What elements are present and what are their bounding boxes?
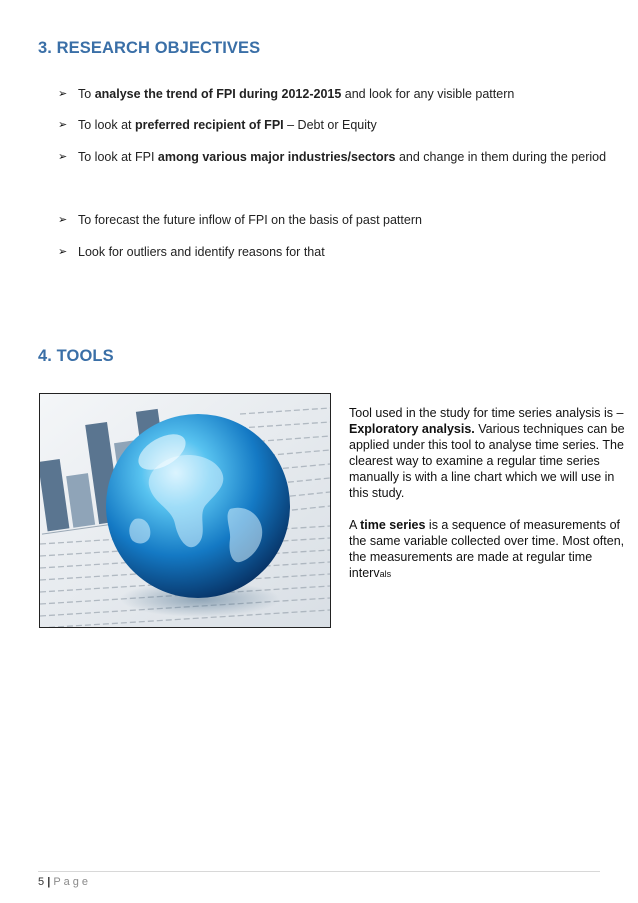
bullet-text-post: and change in them during the period [395, 150, 607, 164]
bullet-text-pre: To look at [78, 118, 135, 132]
paragraph-small-text: als [379, 569, 392, 579]
paragraph-bold-text: Exploratory analysis. [349, 422, 475, 436]
bullet-text-pre: To look at FPI [78, 150, 158, 164]
list-item [58, 212, 618, 228]
page-footer [38, 876, 91, 888]
arrow-bullet-icon: ➢ [58, 151, 68, 163]
tools-paragraph-1 [349, 405, 627, 501]
paragraph-text: A [349, 518, 361, 532]
bullet-text-bold: among various major industries/sectors [157, 150, 396, 164]
tools-description [349, 405, 627, 582]
page-number: 5 [38, 876, 45, 888]
page-label: Page [53, 876, 92, 888]
list-item [58, 244, 618, 260]
paragraph-text: is a sequence of measurements of the same variable collected over time. Most often, the measurements are made at regular time interv [349, 518, 625, 580]
footer-divider [38, 871, 600, 872]
paragraph-text: Various techniques can be applied under this tool to analyse time series. The clearest way to examine a regular time series manually is with a line chart which we will use in this study. [349, 422, 625, 500]
section-4-heading: 4. TOOLS [38, 347, 114, 365]
bullet-text-post: and look for any visible pattern [341, 87, 515, 101]
bullet-text-post: – Debt or Equity [283, 118, 377, 132]
arrow-bullet-icon: ➢ [58, 119, 68, 131]
globe-report-image [39, 393, 331, 628]
paragraph-bold-text: time series [360, 518, 426, 532]
bullet-text-pre: To forecast the future inflow of FPI on the basis of past pattern [78, 213, 422, 227]
bullet-text-pre: Look for outliers and identify reasons for that [78, 245, 325, 259]
footer-separator: | [47, 876, 51, 888]
bullet-text-pre: To [78, 87, 95, 101]
arrow-bullet-icon: ➢ [58, 246, 68, 258]
arrow-bullet-icon: ➢ [58, 88, 68, 100]
section-3-heading: 3. RESEARCH OBJECTIVES [38, 39, 261, 57]
list-item [58, 149, 618, 165]
paragraph-text: Tool used in the study for time series analysis is – [349, 406, 624, 420]
list-item [58, 117, 618, 133]
arrow-bullet-icon: ➢ [58, 214, 68, 226]
bullet-text-bold: analyse the trend of FPI during 2012-2015 [94, 87, 342, 101]
tools-paragraph-2 [349, 517, 627, 582]
bullet-text-bold: preferred recipient of FPI [134, 118, 284, 132]
list-item [58, 86, 618, 102]
